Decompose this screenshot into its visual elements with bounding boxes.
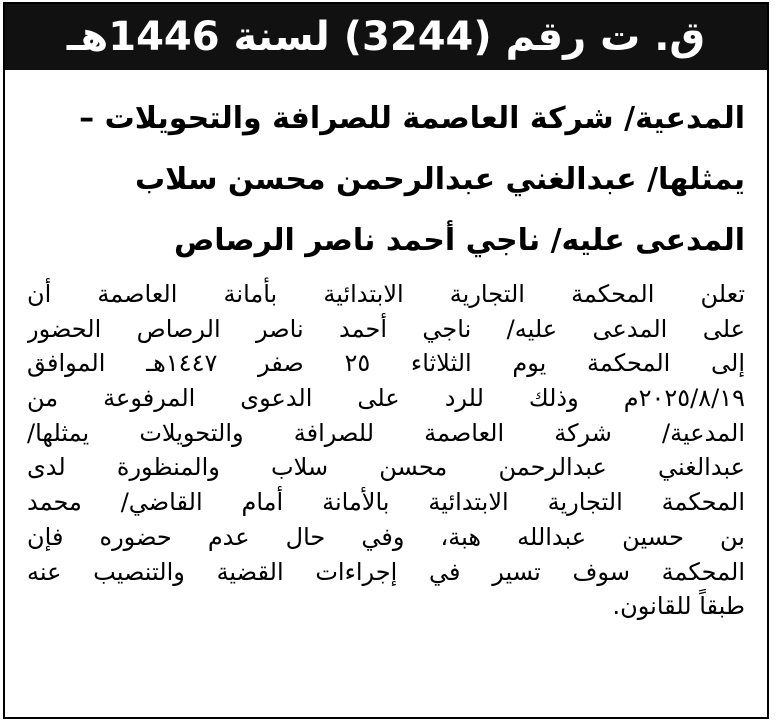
body-line: المحكمة التجارية الابتدائية بالأمانة أمام القاضي/ محمد (27, 488, 745, 517)
case-number-title: ق. ت رقم (3244) لسنة 1446هـ (66, 14, 706, 60)
body-line: طبقاً للقانون. (612, 592, 745, 621)
plaintiff-heading: المدعية/ شركة العاصمة للصرافة والتحويلات – (79, 101, 745, 136)
body-line: المدعية/ شركة العاصمة للصرافة والتحويلات يمثلها/ (27, 418, 745, 447)
body-line: بن حسين عبدالله هبة، وفي حال عدم حضوره فإن (27, 522, 745, 551)
legal-notice (3, 2, 769, 719)
body-line: ٢٠٢٥/٨/١٩م وذلك للرد على الدعوى المرفوعة من (27, 384, 745, 413)
parties-headings (5, 70, 767, 271)
body-line: إلى المحكمة يوم الثلاثاء ٢٥ صفر ١٤٤٧هـ الموافق (27, 349, 745, 378)
body-line: تعلن المحكمة التجارية الابتدائية بأمانة العاصمة أن (27, 280, 745, 308)
body-line: المحكمة سوف تسير في إجراءات القضية والتنصيب عنه (27, 557, 745, 586)
case-number-banner (5, 4, 767, 70)
defendant-heading: المدعى عليه/ ناجي أحمد ناصر الرصاص (173, 223, 745, 258)
representative-heading: يمثلها/ عبدالغني عبدالرحمن محسن سلاب (135, 162, 745, 197)
body-line: على المدعى عليه/ ناجي أحمد ناصر الرصاص الحضور (27, 314, 745, 343)
notice-body (5, 271, 767, 624)
body-line: عبدالغني عبدالرحمن محسن سلاب والمنظورة لدى (27, 453, 745, 482)
